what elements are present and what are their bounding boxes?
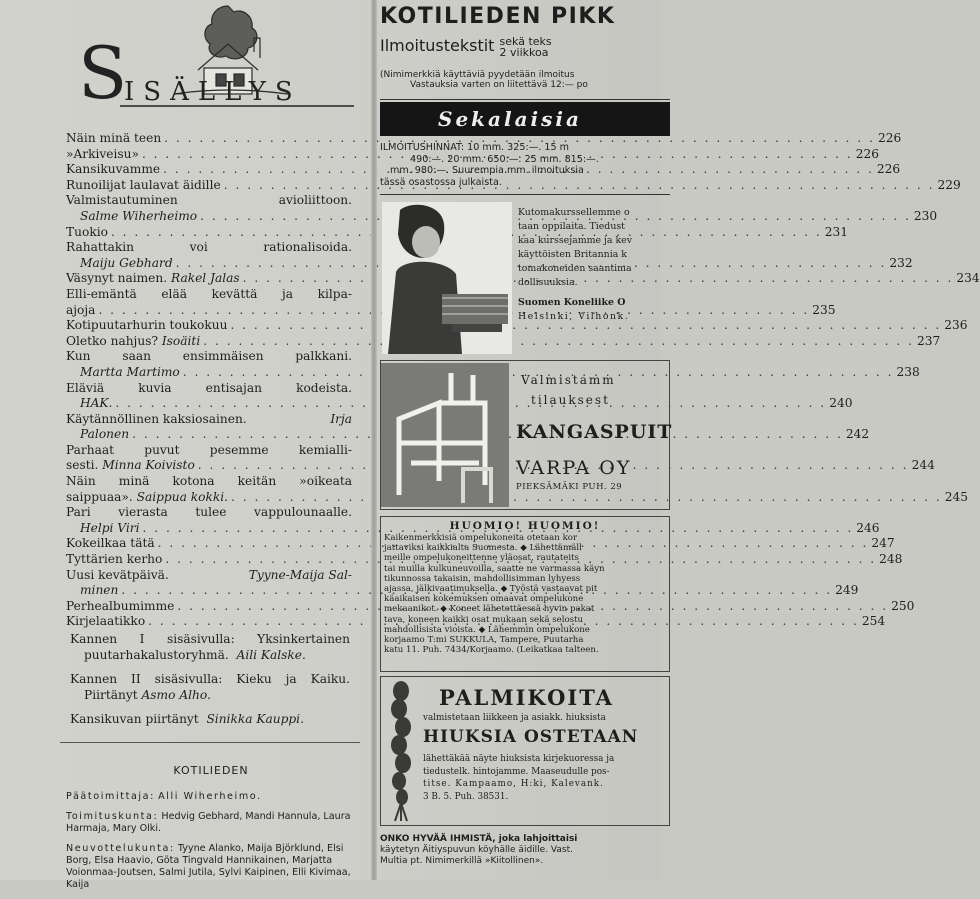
classifieds-note: (Nimimerkkiä käyttäviä pyydetään ilmoitus Vastauksia varten on liitettävä 12:— po (380, 70, 588, 90)
hair-braids-ad[interactable] (380, 676, 670, 826)
divider (380, 194, 670, 195)
knitting-course-ad[interactable] (380, 200, 670, 356)
advisory-board: Neuvottelukunta: Tyyne Alanko, Maija Björklund, Elsi Borg, Elsa Haavio, Göta Tingvald Hannikainen, Marjatta Voionmaa-Joutsen, Salmi Jutila, Sylvi Kaipinen, Elli Kivimaa, Kaija (66, 843, 351, 890)
toc-entry[interactable]: Kirjelaatikko . . . 254 (66, 614, 352, 630)
loom-photo (381, 363, 509, 507)
loom-ad-line-2: tilauksest (531, 393, 610, 407)
braids-ad-text: lähettäkää näyte hiuksista kirjekuoressa ja tiedustelk. hintojamme. Maaseudulle pos- titse. Kampaamo, H:ki, Kalevank. 3 B. 5. Puh. 38531. (423, 754, 615, 802)
toc-entry[interactable]: Kokeilkaa tätä . . . 247 (66, 536, 352, 552)
divider (60, 742, 360, 743)
toc-entry[interactable]: Valmistautuminen avioliittoon. Salme Wiherheimo . . . 230 (66, 193, 352, 224)
cover-inside-2-credit: Kannen II sisäsivulla: Kieku ja Kaiku. Piirtänyt Asmo Alho. (70, 672, 350, 702)
toc-entry[interactable]: Kun saan ensimmäisen palkkani. Martta Martimo . . . 238 (66, 349, 352, 380)
classifieds-title: KOTILIEDEN PIKK (380, 4, 616, 29)
knitting-ad-text: Kutomakurssellemme o taan oppilaita. Tiedust kaa kurssejamme ja kev käyttöisten Britannia k tomakoneiden saantima dollisuuksia. Suomen Koneliike O Helsinki, Vilhonk. (518, 207, 633, 322)
toc-entry[interactable]: Väsynyt naimen. Rakel Jalas . . . 234 (66, 271, 352, 287)
toc-entry[interactable]: Kansikuvamme . . . 226 (66, 162, 352, 178)
toc-entry[interactable]: Elli-emäntä elää kevättä ja kilpa- ajoja . . . 235 (66, 287, 352, 318)
contents-header-illustration (78, 0, 358, 118)
toc-entry[interactable]: Tyttärien kerho . . . 248 (66, 552, 352, 568)
toc-entry[interactable]: Perhealbumimme . . . 250 (66, 599, 352, 615)
hair-buying-heading: HIUKSIA OSTETAAN (423, 727, 639, 747)
loom-ad[interactable] (380, 360, 673, 510)
cover-inside-1-credit: Kannen I sisäsivulla: Yksinkertainen puutarhakalustoryhmä. Aili Kalske. (70, 632, 350, 662)
editorial-board: Toimituskunta: Hedvig Gebhard, Mandi Hannula, Laura Harmaja, Mary Olki. (66, 811, 351, 834)
braid-illustration (387, 681, 415, 823)
ad-prices: ILMOITUSHINNAT: 10 mm. 325:—. 15 m 490:—. 20 mm. 650:—. 25 mm. 815:—. mm. 980:—. Suurempia mm. ilmoituksia tässä osastossa julkaista. (380, 142, 599, 188)
classifieds-subtitle: Ilmoitustekstit sekä teks 2 viikkoa (380, 35, 552, 59)
loom-ad-heading: KANGASPUIT (516, 421, 673, 443)
toc-entry[interactable]: Kotipuutarhurin toukokuu . . . 236 (66, 318, 352, 334)
divider (380, 99, 670, 100)
page-fold (371, 0, 377, 880)
toc-entry[interactable]: Rahattakin voi rationalisoida. Maiju Gebhard . . . 232 (66, 240, 352, 271)
toc-entry[interactable]: Pari vierasta tulee vappulounaalle. Helpi Viri . . . 246 (66, 505, 352, 536)
toc-entry[interactable]: Näin minä teen . . . 226 (66, 131, 352, 147)
loom-ad-company: VARPA OY (516, 457, 632, 479)
toc-entry[interactable]: Näin minä kotona keitän »oikeata saippuaa». Saippua kokki. . . . 245 (66, 474, 352, 505)
toc-entry[interactable]: Uusi kevätpäivä. Tyyne-Maija Sal- minen . . . 249 (66, 568, 352, 599)
section-banner: Sekalaisia (380, 102, 670, 136)
contents-heading: ISÄLLYS (124, 77, 302, 107)
sewing-ad-heading: HUOMIO! HUOMIO! (449, 520, 601, 532)
sewing-machine-ad[interactable] (380, 516, 670, 672)
contents-heading-initial: S (78, 31, 128, 115)
toc-entry[interactable]: Eläviä kuvia entisajan kodeista. HAK. . . . 240 (66, 381, 352, 412)
cover-illustrator-credit: Kansikuvan piirtänyt Sinikka Kauppi. (70, 712, 304, 726)
toc-entry[interactable]: Oletko nahjus? Isoäiti . . . 237 (66, 334, 352, 350)
loom-ad-line-1: Valmistamm (521, 373, 616, 387)
maternity-dress-notice[interactable]: ONKO HYVÄÄ IHMISTÄ, joka lahjoittaisi käytetyn Äitiyspuvun köyhälle äidille. Vast. Multia pt. Nimimerkillä »Kiitollinen». (380, 834, 578, 866)
toc-entry[interactable]: Tuokio . . . 231 (66, 225, 352, 241)
masthead (66, 764, 356, 899)
masthead-title: KOTILIEDEN (173, 764, 249, 777)
braids-ad-subheading: valmistetaan liikkeen ja asiakk. hiuksista (423, 713, 606, 723)
toc-entry[interactable]: Runoilijat laulavat äidille . . . 229 (66, 178, 352, 194)
toc-entry[interactable]: Käytännöllinen kaksiosainen. Irja Palonen . . . 242 (66, 412, 352, 443)
toc-entry[interactable]: »Arkiveisu» . . . 226 (66, 147, 352, 163)
knitting-woman-photo (382, 202, 512, 354)
sewing-ad-text: Kaikenmerkkisiä ompelukoneita otetaan kor jattaviksi kaikkialta Suomesta. ◆ Lähettämäll meille ompelukoneittenne yläosat, rautateits tai muilla kulkuneuvoilla, saatte ne varmassa käyn tikunnossa takaisin, mahdollisimman lyhyess ajassa, jälkivaatimuksella. ◆ Työstä vastaavat pit käaikaisen kokemuksen omaavat ompelukone mekaanikot. ◆ Koneet lähetettäessä hyvin pakat tava, koneen kaikki osat mukaan sekä selostu mahdollisista vioista. ◆ Lähemmin ompelukone korjaamo T:mi SUKKULA, Tampere, Puutarha katu 11. Puh. 7434/Korjaamo. (Leikatkaa talteen. (384, 533, 605, 656)
loom-ad-address: PIEKSÄMÄKI PUH. 29 (516, 482, 623, 492)
braids-ad-heading: PALMIKOITA (439, 685, 614, 710)
editor-in-chief: Päätoimittaja: Alli Wiherheimo. (66, 791, 262, 802)
toc-entry[interactable]: Parhaat puvut pesemme kemialli- sesti. Minna Koivisto . . . 244 (66, 443, 352, 474)
